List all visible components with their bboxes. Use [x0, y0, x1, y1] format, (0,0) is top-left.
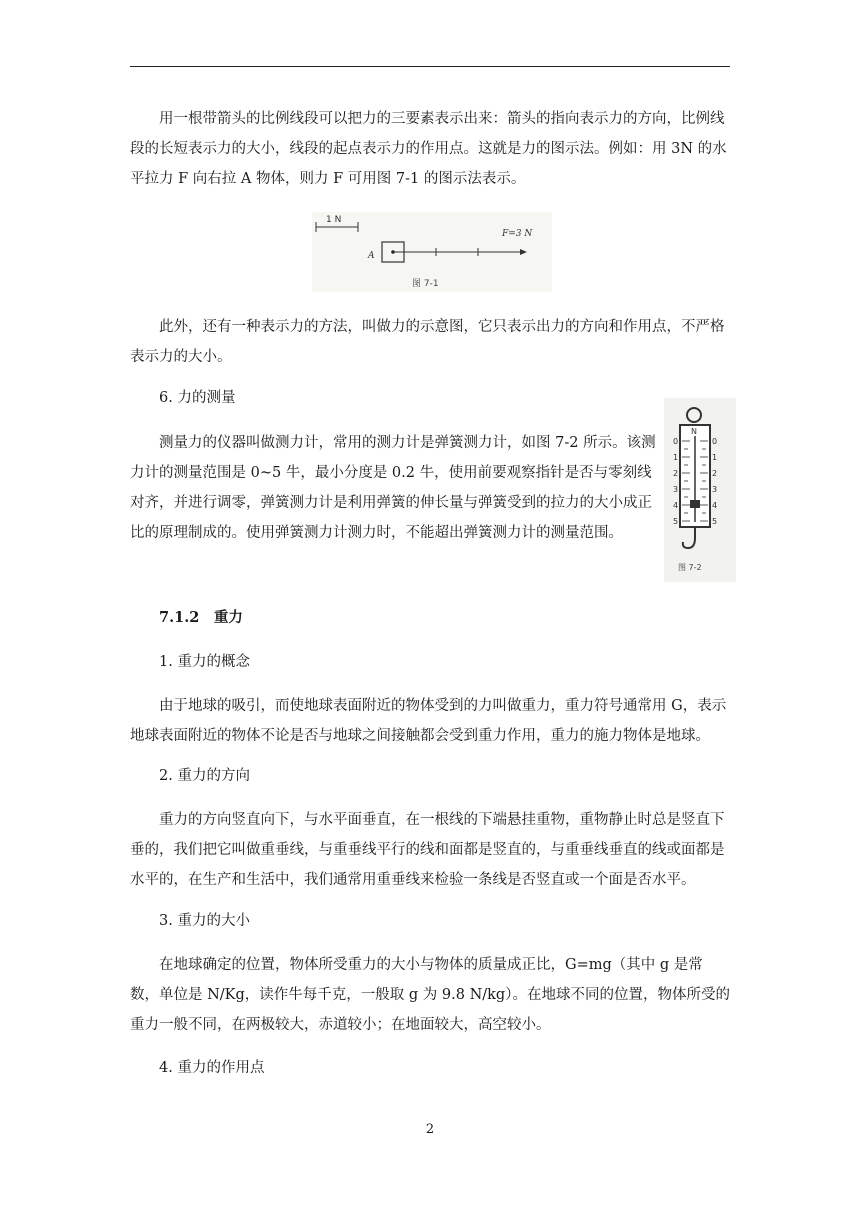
scale-pointer [690, 500, 700, 508]
left-scale-5: 5 [673, 517, 679, 526]
heading-gravity-concept: 1. 重力的概念 [159, 654, 250, 670]
left-scale-1: 1 [673, 453, 679, 462]
heading-gravity-direction: 2. 重力的方向 [159, 768, 250, 784]
left-scale-2: 2 [673, 469, 679, 478]
figure-7-1-caption: 图 7-1 [412, 279, 439, 289]
section-heading-gravity: 7.1.2 重力 [159, 609, 243, 626]
left-scale-3: 3 [673, 485, 679, 494]
scale-label: 1 N [326, 215, 342, 225]
paragraph-force-schematic: 此外，还有一种表示力的方法，叫做力的示意图，它只表示出力的方向和作用点，不严格表示力的大小。 [130, 319, 725, 365]
heading-gravity-magnitude: 3. 重力的大小 [159, 913, 250, 929]
figure-7-1 [312, 212, 552, 292]
paragraph-gravity-magnitude: 在地球确定的位置，物体所受重力的大小与物体的质量成正比，G=mg（其中 g 是常数，单位是 N/Kg，读作牛每千克，一般取 g 为 9.8 N/kg）。在地球不同的位置，物体所受的重力一般不同，在两极较大，赤道较小；在地面较大，高空较小。 [130, 957, 730, 1033]
heading-force-measurement: 6. 力的测量 [159, 390, 236, 406]
left-scale-4: 4 [673, 501, 679, 510]
scale-unit-label: N [691, 427, 697, 436]
object-label: A [368, 251, 375, 261]
right-scale-4: 4 [712, 501, 718, 510]
heading-gravity-action-point: 4. 重力的作用点 [159, 1060, 265, 1076]
scale-hook [683, 527, 695, 548]
page-number: 2 [425, 1122, 435, 1137]
figure-7-2-caption: 图 7-2 [678, 563, 702, 572]
right-scale-5: 5 [712, 517, 718, 526]
left-scale-0: 0 [673, 437, 679, 446]
right-scale-2: 2 [712, 469, 718, 478]
scale-top-ring [687, 408, 701, 422]
right-scale-1: 1 [712, 453, 718, 462]
right-scale-3: 3 [712, 485, 718, 494]
force-arrowhead [520, 249, 527, 255]
force-label: F=3 N [502, 229, 533, 239]
paragraph-force-diagram-method: 用一根带箭头的比例线段可以把力的三要素表示出来：箭头的指向表示力的方向，比例线段的长短表示力的大小，线段的起点表示力的作用点。这就是力的图示法。例如：用 3N 的水平拉力 F 向右拉 A 物体，则力 F 可用图 7-1 的图示法表示。 [130, 111, 727, 187]
paragraph-gravity-concept: 由于地球的吸引，而使地球表面附近的物体受到的力叫做重力，重力符号通常用 G，表示地球表面附近的物体不论是否与地球之间接触都会受到重力作用，重力的施力物体是地球。 [130, 698, 727, 744]
paragraph-gravity-direction: 重力的方向竖直向下，与水平面垂直，在一根线的下端悬挂重物，重物静止时总是竖直下垂的，我们把它叫做重垂线，与重垂线平行的线和面都是竖直的，与重垂线垂直的线或面都是水平的，在生产和生活中，我们通常用重垂线来检验一条线是否竖直或一个面是否水平。 [130, 812, 725, 888]
right-scale-0: 0 [712, 437, 718, 446]
figure-7-2 [664, 398, 736, 582]
paragraph-spring-scale: 测量力的仪器叫做测力计，常用的测力计是弹簧测力计，如图 7-2 所示。该测力计的测量范围是 0~5 牛，最小分度是 0.2 牛，使用前要观察指针是否与零刻线对齐，并进行调零，弹簧测力计是利用弹簧的伸长量与弹簧受到的拉力的大小成正比的原理制成的。使用弹簧测力计测力时，不能超出弹簧测力计的测量范围。 [130, 435, 656, 541]
header-rule [130, 66, 730, 67]
